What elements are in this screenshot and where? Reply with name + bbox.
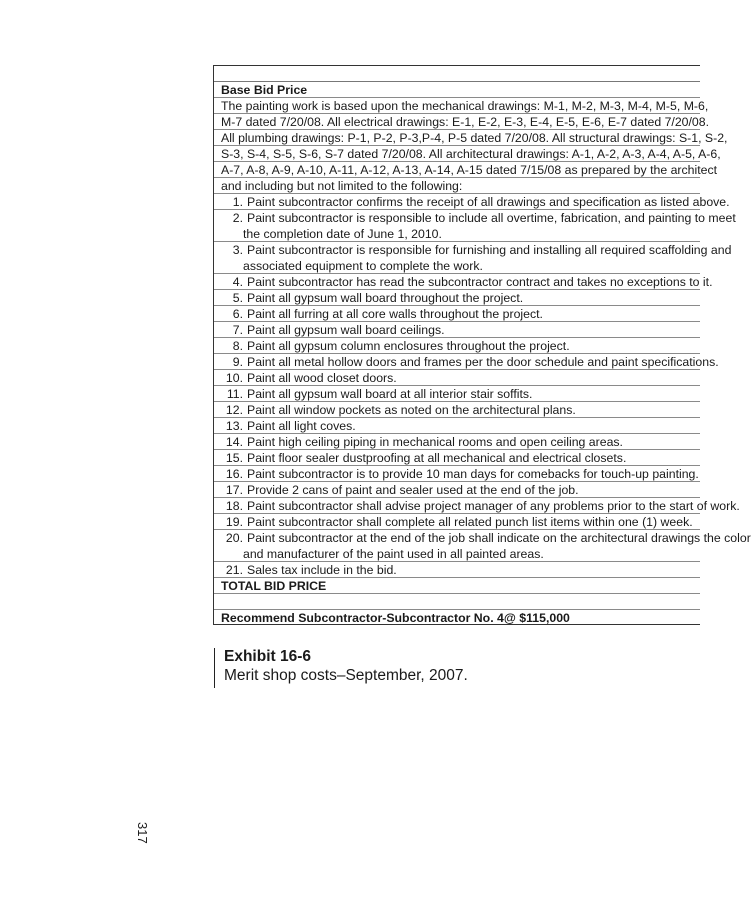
bid-item-text: Paint all light coves. [247, 419, 356, 433]
bid-item-number: 2. [232, 211, 243, 225]
bid-item-continuation: and manufacturer of the paint used in all painted areas. [214, 546, 700, 562]
bid-item-number: 7. [232, 323, 243, 337]
bid-item-row [214, 434, 700, 450]
intro-line: S-3, S-4, S-5, S-6, S-7 dated 7/20/08. All architectural drawings: A-1, A-2, A-3, A-4, A-5, A-6, [214, 146, 700, 162]
bid-item-text: Paint all gypsum wall board ceilings. [247, 323, 445, 337]
bid-item-text: Paint subcontractor is to provide 10 man days for comebacks for touch-up painting. [247, 467, 699, 481]
bid-item-row [214, 530, 751, 546]
bid-item-number: 4. [232, 275, 243, 289]
bid-item-row [214, 194, 730, 210]
bid-item-row [214, 402, 700, 418]
bid-item-row [214, 562, 700, 578]
exhibit-title: Exhibit 16-6 [224, 648, 311, 665]
bid-item-text: Paint all metal hollow doors and frames per the door schedule and paint specifications. [247, 355, 719, 369]
bid-item-text: Paint subcontractor shall advise project manager of any problems prior to the start of work. [247, 499, 740, 513]
bid-item-row [214, 274, 713, 290]
table-header-spacer [214, 66, 700, 82]
bid-item-number: 1. [232, 195, 243, 209]
bid-item-number: 15. [225, 451, 243, 465]
bid-item-number: 14. [225, 435, 243, 449]
bid-item-row [214, 482, 700, 498]
bid-item-continuation: the completion date of June 1, 2010. [214, 226, 700, 242]
bid-item-row [214, 242, 732, 258]
recommendation-row: Recommend Subcontractor-Subcontractor No. 4@ $115,000 [221, 611, 570, 625]
bid-item-number: 12. [225, 403, 243, 417]
bid-item-text: Provide 2 cans of paint and sealer used at the end of the job. [247, 483, 579, 497]
exhibit-caption: Merit shop costs–September, 2007. [224, 667, 468, 684]
bid-item-number: 11. [226, 387, 243, 401]
bid-item-row [214, 322, 700, 338]
bid-item-text: Paint subcontractor at the end of the job shall indicate on the architectural drawings the color [247, 531, 751, 545]
table-blank-row [214, 594, 700, 610]
bid-item-number: 19. [225, 515, 243, 529]
bid-item-text: Paint all gypsum wall board throughout the project. [247, 291, 524, 305]
bid-price-table [213, 65, 751, 625]
bid-item-text: Sales tax include in the bid. [247, 563, 397, 577]
bid-item-text: Paint subcontractor has read the subcontractor contract and takes no exceptions to it. [247, 275, 713, 289]
bid-item-row [214, 498, 740, 514]
bid-item-row [214, 354, 719, 370]
bid-item-number: 3. [232, 243, 243, 257]
intro-line: The painting work is based upon the mechanical drawings: M-1, M-2, M-3, M-4, M-5, M-6, [214, 98, 700, 114]
bid-item-row [214, 450, 700, 466]
intro-line: A-7, A-8, A-9, A-10, A-11, A-12, A-13, A-14, A-15 dated 7/15/08 as prepared by the architect [214, 162, 700, 178]
bid-item-text: Paint all window pockets as noted on the architectural plans. [247, 403, 576, 417]
bid-item-text: Paint subcontractor is responsible for furnishing and installing all required scaffolding and [247, 243, 732, 257]
bid-item-number: 20. [225, 531, 243, 545]
exhibit-caption-block [214, 648, 468, 688]
bid-item-text: Paint all wood closet doors. [247, 371, 397, 385]
total-bid-price-label: TOTAL BID PRICE [214, 578, 700, 594]
bid-item-text: Paint high ceiling piping in mechanical rooms and open ceiling areas. [247, 435, 623, 449]
bid-item-text: Paint floor sealer dustproofing at all mechanical and electrical closets. [247, 451, 627, 465]
bid-item-text: Paint subcontractor is responsible to include all overtime, fabrication, and painting to meet [247, 211, 736, 225]
bid-item-number: 9. [232, 355, 243, 369]
intro-line: All plumbing drawings: P-1, P-2, P-3,P-4, P-5 dated 7/20/08. All structural drawings: S-1, S-2, [214, 130, 700, 146]
bid-item-row [214, 370, 700, 386]
bid-item-number: 10. [225, 371, 243, 385]
bid-item-number: 5. [232, 291, 243, 305]
bid-item-row [214, 210, 736, 226]
bid-item-row [214, 514, 700, 530]
intro-line: and including but not limited to the following: [214, 178, 700, 194]
base-bid-heading: Base Bid Price [214, 82, 700, 98]
bid-item-number: 8. [232, 339, 243, 353]
bid-item-row [214, 466, 700, 482]
bid-item-text: Paint subcontractor shall complete all related punch list items within one (1) week. [247, 515, 693, 529]
bid-item-text: Paint all furring at all core walls throughout the project. [247, 307, 543, 321]
bid-item-number: 17. [225, 483, 243, 497]
bid-item-number: 13. [225, 419, 243, 433]
bid-item-number: 16. [225, 467, 243, 481]
bid-item-row [214, 386, 700, 402]
bid-item-number: 21. [225, 563, 243, 577]
bid-item-row [214, 290, 700, 306]
bid-item-text: Paint all gypsum column enclosures throughout the project. [247, 339, 570, 353]
intro-line: M-7 dated 7/20/08. All electrical drawings: E-1, E-2, E-3, E-4, E-5, E-6, E-7 dated 7/20/08. [214, 114, 700, 130]
page-number: 317 [135, 822, 150, 844]
bid-item-row [214, 338, 700, 354]
bid-item-text: Paint all gypsum wall board at all interior stair soffits. [247, 387, 533, 401]
bid-item-number: 6. [232, 307, 243, 321]
bid-item-row [214, 418, 700, 434]
bid-item-continuation: associated equipment to complete the work. [214, 258, 700, 274]
bid-item-number: 18. [225, 499, 243, 513]
bid-item-row [214, 306, 700, 322]
bid-item-text: Paint subcontractor confirms the receipt of all drawings and specification as listed above. [247, 195, 730, 209]
